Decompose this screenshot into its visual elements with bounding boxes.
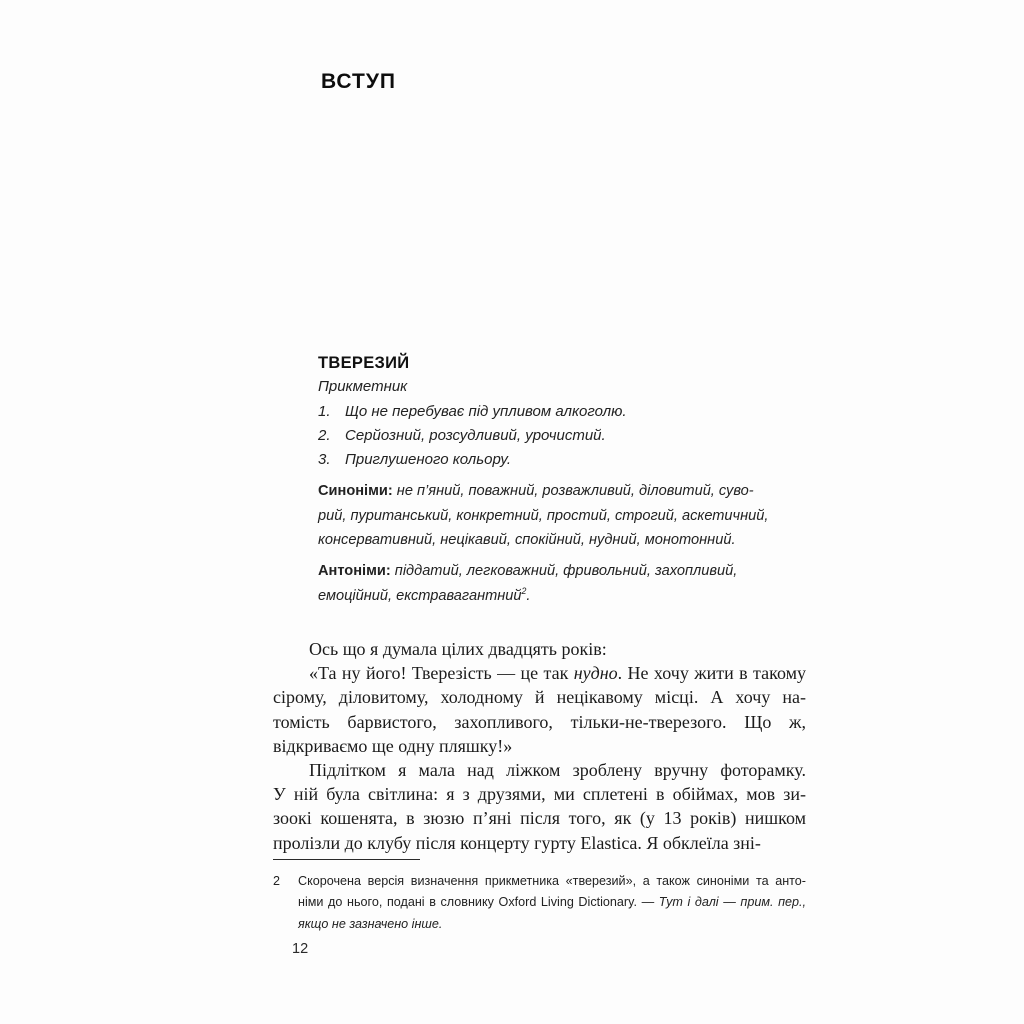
text-line (318, 584, 730, 608)
text-segment: томість барвистого, захопливого, тільки-не-тверезого. Що ж, (273, 711, 806, 732)
text-line (273, 637, 806, 661)
text-line (318, 559, 738, 583)
synonyms-paragraph (318, 479, 769, 552)
sense-item (318, 424, 730, 448)
text-segment: нудно (573, 663, 618, 684)
footnote-separator (273, 859, 420, 860)
text-line (318, 504, 769, 528)
sense-number: 2. (318, 426, 331, 444)
sense-text: Що не перебуває під упливом алкоголю. (345, 402, 627, 420)
text-segment: пролізли до клубу після концерту гурту Elastica. Я обклеїла зні- (273, 832, 761, 853)
text-line (298, 892, 806, 913)
text-segment: рий, пуританський, конкретний, простий, строгий, аскетичний, (318, 507, 769, 524)
chapter-title: ВСТУП (321, 70, 396, 93)
sense-list (318, 400, 730, 473)
text-line (273, 831, 806, 855)
body-text (273, 637, 806, 855)
sense-text: Приглушеного кольору. (345, 451, 511, 469)
text-line (298, 914, 806, 935)
dictionary-term: ТВЕРЕЗИЙ (318, 354, 410, 372)
text-line (273, 806, 806, 830)
text-segment: піддатий, легковажний, фривольний, захопливий, (390, 563, 738, 580)
text-segment: німи до нього, подані в словнику Oxford Living Dictionary. — (298, 895, 659, 910)
page-number: 12 (292, 941, 309, 957)
text-line (273, 758, 806, 782)
text-line (298, 871, 806, 892)
text-segment: «Та ну його! Тверезість — це так (309, 663, 574, 684)
footnote-number: 2 (273, 874, 281, 888)
sense-number: 3. (318, 451, 331, 469)
text-line (273, 661, 806, 685)
text-line (318, 528, 736, 552)
dictionary-definition-block (318, 351, 769, 608)
text-segment: Ось що я думала цілих двадцять років: (309, 639, 607, 659)
text-segment: емоційний, екстравагантний (318, 587, 522, 604)
paragraph (273, 661, 806, 758)
text-segment: відкриваємо ще одну пляшку!» (273, 735, 513, 756)
paragraph (273, 758, 806, 855)
text-segment: . (526, 587, 531, 604)
footnote-text (298, 871, 806, 935)
text-segment: Скорочена версія визначення прикметника «тверезий», а також синоніми та анто- (298, 874, 806, 888)
text-segment: Антоніми: (318, 563, 391, 580)
part-of-speech-label: Прикметник (318, 378, 408, 396)
text-line (318, 479, 754, 503)
text-segment: зоокі кошенята, в зюзю п’яні після того, як (у 13 років) нишком (273, 808, 806, 829)
text-segment: якщо не зазначено інше. (298, 916, 443, 931)
text-line (273, 710, 806, 734)
sense-item (318, 448, 730, 472)
text-line (273, 782, 806, 806)
footnote-reference: 2 (521, 585, 527, 596)
text-line (273, 734, 806, 758)
antonyms-paragraph (318, 559, 738, 608)
sense-text: Серйозний, розсудливий, урочистий. (345, 426, 606, 444)
text-segment: Тут і далі — прим. пер., (658, 895, 807, 910)
text-segment: . Не хочу жити в такому (617, 663, 806, 684)
text-segment: Підлітком я мала над ліжком зроблену вручну фоторамку. (309, 760, 806, 781)
footnote (273, 871, 806, 935)
text-segment: консервативний, нецікавий, спокійний, нудний, монотонний. (318, 532, 736, 549)
sense-number: 1. (318, 402, 331, 420)
sense-item (318, 400, 730, 424)
text-segment: Синоніми: (318, 483, 393, 500)
text-segment: сірому, діловитому, холодному й нецікавому місці. А хочу на- (273, 687, 806, 708)
text-segment: У ній була світлина: я з друзями, ми сплетені в обіймах, мов зи- (273, 784, 806, 805)
text-line (273, 685, 806, 709)
paragraph (273, 637, 806, 661)
text-segment: не п’яний, поважний, розважливий, діловитий, суво- (392, 483, 754, 500)
